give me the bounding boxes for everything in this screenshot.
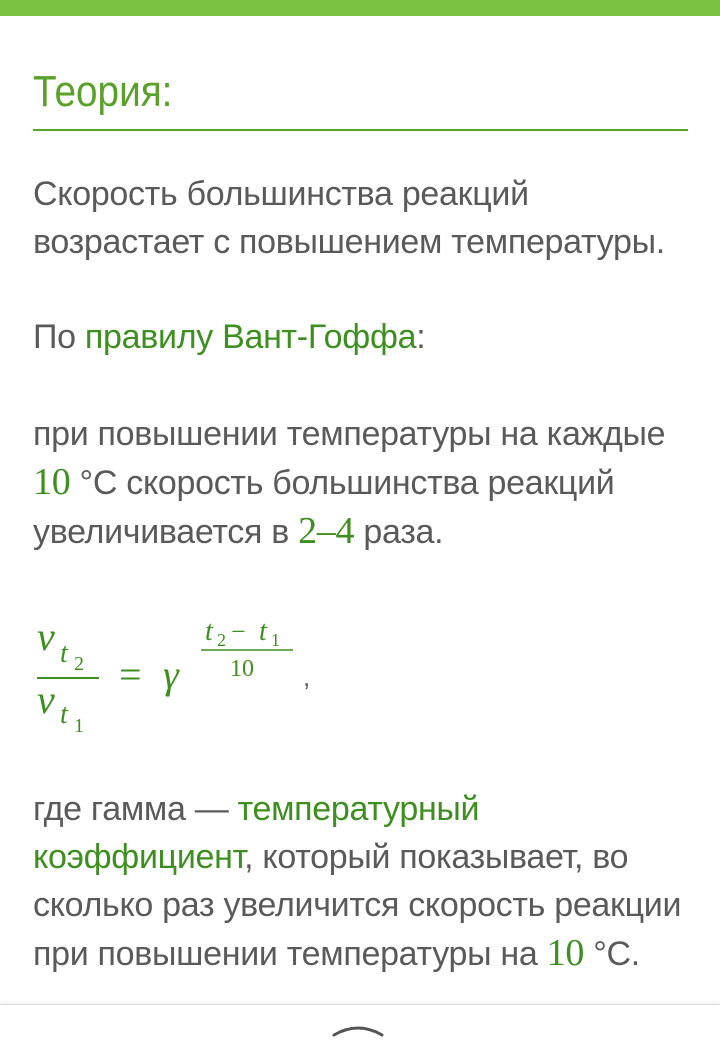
formula-exp-t2: t	[205, 616, 213, 647]
formula-gamma: γ	[163, 652, 179, 697]
text-segment: °С.	[584, 935, 640, 973]
formula-exp-sub-one: 1	[271, 630, 280, 650]
formula-sub-one: 1	[74, 715, 84, 737]
vant-hoff-formula	[33, 610, 433, 740]
formula-t-bottom: t	[60, 699, 68, 730]
text-segment: °С скорость большинства реакций увеличивается в	[33, 464, 615, 551]
text-segment: при повышении температуры на каждые	[33, 415, 666, 453]
formula-equals: =	[119, 652, 142, 697]
text-segment: , который показывает, во сколько раз увеличится скорость реакции при повышении температуры на	[33, 838, 682, 973]
formula-exp-t1: t	[259, 616, 267, 647]
formula-exp-minus: −	[231, 617, 246, 646]
value-ten: 10	[33, 461, 71, 503]
temperature-coefficient-link[interactable]: температурный коэффициент	[33, 790, 480, 876]
formula-nu-bottom: ν	[37, 677, 55, 722]
value-range: 2–4	[298, 510, 355, 552]
value-ten: 10	[546, 932, 585, 974]
formula-nu-top: ν	[37, 614, 55, 659]
paragraph-vant-hoff-intro	[33, 313, 425, 361]
paragraph-rate-increase: Скорость большинства реакций возрастает с повышением температуры.	[33, 175, 665, 261]
text-segment: :	[416, 318, 426, 356]
text-segment: раза.	[354, 513, 444, 551]
text-segment: где гамма —	[33, 790, 238, 828]
formula-exp-sub-two: 2	[217, 630, 226, 650]
formula-t-top: t	[60, 638, 68, 669]
text-segment: По	[33, 318, 85, 356]
formula-comma: ,	[303, 662, 311, 692]
paragraph-gamma-definition	[33, 785, 693, 978]
top-accent-bar	[0, 0, 720, 16]
formula-exp-denominator: 10	[230, 656, 254, 682]
title-divider	[33, 129, 688, 131]
chevron-up-icon[interactable]	[330, 1019, 386, 1039]
paragraph-rule-statement	[33, 410, 693, 556]
bottom-toolbar	[0, 1004, 720, 1049]
formula-sub-two: 2	[74, 653, 84, 675]
section-title: Теория:	[33, 67, 173, 116]
vant-hoff-rule-link[interactable]: правилу Вант-Гоффа	[84, 318, 417, 356]
